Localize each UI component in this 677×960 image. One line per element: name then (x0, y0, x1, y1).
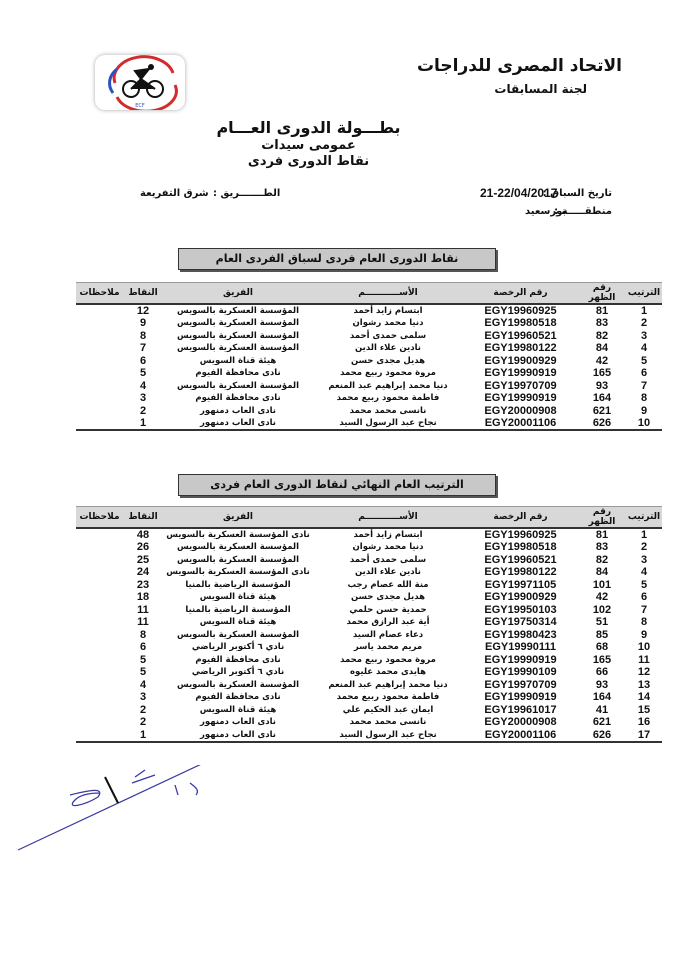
cell-name: ايمان عبد الحكيم علي (342, 704, 434, 715)
cell-notes (76, 304, 123, 317)
cell-notes (76, 317, 123, 330)
table-row (76, 666, 662, 679)
cell-notes (76, 591, 123, 604)
cell-name: مروة محمود ربيع محمد (340, 368, 436, 379)
cell-points: 26 (136, 541, 150, 554)
cell-team: نادى المؤسسة العسكرية بالسويس (166, 567, 310, 578)
cell-points: 7 (139, 342, 147, 355)
cell-bib: 84 (595, 566, 609, 579)
cell-rank: 2 (640, 541, 648, 554)
cell-name: نجاح عبد الرسول السيد (313, 417, 463, 430)
cell-rank: 17 (626, 729, 662, 742)
cell-rank: 10 (626, 417, 662, 430)
svg-text:ECF: ECF (135, 103, 145, 109)
table-row (76, 616, 662, 629)
col-team: الفريق (163, 507, 313, 529)
final-standings-table (76, 506, 662, 743)
cell-team: هيئة قناة السويس (199, 704, 277, 715)
cell-team: المؤسسة العسكرية بالسويس (176, 318, 300, 329)
region-value: بورسعيد (525, 206, 567, 217)
cell-notes (76, 641, 123, 654)
col-license: رقم الرخصة (463, 507, 578, 529)
cell-name: دعاء عصام السيد (352, 629, 424, 640)
cell-bib: 42 (595, 354, 609, 367)
table-row (76, 528, 662, 541)
cell-bib: 84 (595, 342, 609, 355)
table-row (76, 704, 662, 717)
cell-rank: 1 (640, 305, 648, 317)
cell-points: 3 (139, 392, 147, 405)
cell-license: EGY20001106 (463, 729, 578, 742)
cell-points: 23 (136, 578, 150, 591)
cell-team: نادى محافظة الفيوم (195, 654, 281, 665)
cell-points: 8 (139, 329, 147, 342)
cell-bib: 626 (578, 417, 626, 430)
cell-team: المؤسسة العسكرية بالسويس (176, 330, 300, 341)
cell-rank: 15 (637, 703, 651, 716)
cell-name: فاطمة محمود ربيع محمد (336, 692, 440, 703)
cell-bib: 621 (592, 404, 612, 417)
race-date-label: تاريخ السباق : (542, 188, 612, 199)
table-row (76, 716, 662, 729)
cell-bib: 85 (595, 628, 609, 641)
cell-notes (76, 629, 123, 642)
cell-license: EGY19960521 (484, 553, 557, 566)
cell-notes (76, 528, 123, 541)
cell-bib: 42 (595, 591, 609, 604)
cell-license: EGY19960925 (484, 305, 557, 317)
championship-subtitle: نقاط الدورى فردى (247, 154, 370, 169)
cell-bib: 81 (595, 529, 609, 541)
cell-team: نادي ٦ أكتوبر الرياضي (191, 642, 285, 653)
cell-bib: 165 (592, 653, 612, 666)
cell-bib: 82 (595, 329, 609, 342)
col-notes: ملاحظات (76, 283, 123, 305)
championship-category: عمومى سيدات (261, 138, 356, 153)
committee-name: لجنة المسابقات (494, 82, 587, 96)
cell-rank: 13 (637, 678, 651, 691)
cell-rank: 2 (640, 317, 648, 330)
cell-team: المؤسسة العسكرية بالسويس (176, 554, 300, 565)
cell-bib: 66 (595, 666, 609, 679)
cell-notes (76, 355, 123, 368)
table-row (76, 729, 662, 742)
cell-team: نادى العاب دمنهور (163, 729, 313, 742)
cell-rank: 5 (640, 354, 648, 367)
cell-license: EGY19990919 (484, 392, 557, 405)
cell-bib: 68 (595, 641, 609, 654)
cell-name: ابتسام زايد أحمد (353, 306, 423, 316)
cell-notes (76, 679, 123, 692)
cell-rank: 9 (640, 628, 648, 641)
cell-team: هيئة قناة السويس (199, 355, 277, 366)
cell-team: نادى محافظة الفيوم (195, 368, 281, 379)
col-name: الأســـــــــــم (313, 283, 463, 305)
stage-points-table (76, 282, 662, 431)
table-row (76, 629, 662, 642)
cell-name: سلمى حمدى أحمد (349, 554, 427, 565)
cell-rank: 4 (640, 566, 648, 579)
cell-team: المؤسسة العسكرية بالسويس (176, 380, 300, 391)
cell-bib: 41 (595, 703, 609, 716)
cell-name: نجاح عبد الرسول السيد (313, 729, 463, 742)
col-rank: الترتيب (626, 283, 662, 305)
cell-rank: 10 (637, 641, 651, 654)
cell-notes (76, 541, 123, 554)
cell-name: حمدية حسن حلمي (349, 604, 427, 615)
cell-bib: 83 (595, 541, 609, 554)
cell-rank: 16 (637, 716, 651, 729)
cell-notes (76, 342, 123, 355)
cell-points: 8 (139, 628, 147, 641)
cell-name: هايدى محمد عليوه (350, 667, 426, 678)
cell-points: 2 (139, 716, 147, 729)
cell-rank: 11 (638, 653, 650, 666)
table-row (76, 417, 662, 430)
cell-points: 11 (137, 603, 149, 616)
cell-team: المؤسسة العسكرية بالسويس (176, 306, 300, 316)
table-header-row (76, 507, 662, 529)
cell-points: 6 (139, 641, 147, 654)
cell-notes (76, 417, 123, 430)
cell-team: المؤسسة العسكرية بالسويس (176, 542, 300, 553)
cell-notes (76, 330, 123, 343)
table1-body (76, 304, 662, 430)
cell-team: نادي ٦ أكتوبر الرياضي (191, 667, 285, 678)
cell-team: هيئة قناة السويس (199, 617, 277, 628)
cell-team: المؤسسة الرياضية بالمنيا (185, 604, 291, 615)
col-notes: ملاحظات (76, 507, 123, 529)
cell-notes (76, 392, 123, 405)
cell-rank: 1 (640, 529, 648, 541)
race-date-value: 21-22/04/2017 (480, 186, 558, 200)
cell-license: EGY19970709 (484, 678, 557, 691)
table-row (76, 317, 662, 330)
cell-points: 25 (136, 553, 150, 566)
road-label: الطـــــــريق : (213, 188, 281, 199)
cell-notes (76, 405, 123, 418)
cell-license: EGY19990919 (484, 653, 557, 666)
cell-team: نادى المؤسسة العسكرية بالسويس (166, 530, 310, 540)
cell-license: EGY19971105 (484, 578, 557, 591)
cell-points: 24 (136, 566, 150, 579)
cell-points: 2 (139, 404, 147, 417)
col-points: النقاط (123, 507, 163, 529)
cell-notes (76, 566, 123, 579)
cell-name: فاطمة محمود ربيع محمد (336, 393, 440, 404)
cell-team: نادى محافظة الفيوم (195, 692, 281, 703)
cell-license: EGY19980122 (484, 566, 557, 579)
table-row (76, 679, 662, 692)
cell-license: EGY19980518 (484, 541, 557, 554)
cell-license: EGY19750314 (484, 616, 557, 629)
cell-name: نادين علاء الدين (355, 343, 421, 354)
cell-notes (76, 666, 123, 679)
cell-rank: 14 (637, 691, 651, 704)
cell-bib: 621 (592, 716, 612, 729)
cell-notes (76, 616, 123, 629)
cell-license: EGY19900929 (484, 354, 557, 367)
table-row (76, 541, 662, 554)
cell-rank: 6 (640, 591, 648, 604)
cell-rank: 9 (640, 404, 648, 417)
table-row (76, 330, 662, 343)
cell-name: نانسى محمد محمد (349, 405, 427, 416)
cell-bib: 102 (592, 603, 612, 616)
cell-points: 3 (139, 691, 147, 704)
cell-team: المؤسسة الرياضية بالمنيا (185, 579, 291, 590)
cell-points: 1 (123, 729, 163, 742)
cell-name: منة الله عصام رجب (347, 579, 429, 590)
table-row (76, 355, 662, 368)
cell-name: دنيا محمد إبراهيم عبد المنعم (328, 679, 448, 690)
cell-notes (76, 691, 123, 704)
cell-notes (76, 380, 123, 393)
table-row (76, 342, 662, 355)
cell-points: 6 (139, 354, 147, 367)
cell-name: مروة محمود ربيع محمد (340, 654, 436, 665)
cell-license: EGY19960521 (484, 329, 557, 342)
cell-rank: 8 (640, 392, 648, 405)
cell-name: أية عبد الرازق محمد (346, 617, 430, 628)
cell-notes (76, 704, 123, 717)
organization-name: الاتحاد المصرى للدراجات (416, 56, 622, 76)
cell-rank: 8 (640, 616, 648, 629)
cell-license: EGY19990109 (484, 666, 557, 679)
table1-title: نقاط الدورى العام فردى لسباق الفردى العام (178, 248, 496, 270)
cell-license: EGY19990111 (485, 641, 556, 654)
cell-rank: 6 (640, 367, 648, 380)
cell-license: EGY19980423 (484, 628, 557, 641)
cell-license: EGY19970709 (484, 379, 557, 392)
cell-points: 2 (139, 703, 147, 716)
cell-bib: 626 (578, 729, 626, 742)
cell-name: نانسى محمد محمد (349, 717, 427, 728)
championship-title: بطـــولة الدورى العـــام (216, 118, 401, 137)
cell-notes (76, 729, 123, 742)
cell-team: نادى العاب دمنهور (163, 417, 313, 430)
table-row (76, 392, 662, 405)
cell-name: ابتسام زايد أحمد (353, 530, 423, 540)
cell-points: 5 (139, 666, 147, 679)
cell-license: EGY20001106 (463, 417, 578, 430)
cell-license: EGY19900929 (484, 591, 557, 604)
table-row (76, 579, 662, 592)
cell-bib: 82 (595, 553, 609, 566)
cell-name: هديل مجدى حسن (350, 355, 425, 366)
table-row (76, 654, 662, 667)
cell-rank: 3 (640, 553, 648, 566)
cell-team: المؤسسة العسكرية بالسويس (176, 343, 300, 354)
col-license: رقم الرخصة (463, 283, 578, 305)
cell-points: 4 (139, 379, 147, 392)
table-row (76, 367, 662, 380)
cell-name: دنيا محمد رشوان (352, 542, 424, 553)
table-row (76, 304, 662, 317)
cell-license: EGY19990919 (484, 691, 557, 704)
cell-license: EGY19961017 (484, 703, 557, 716)
table-row (76, 566, 662, 579)
cell-points: 9 (139, 317, 147, 330)
cell-name: دنيا محمد رشوان (352, 318, 424, 329)
cell-license: EGY19960925 (484, 529, 557, 541)
cell-name: نادين علاء الدين (355, 567, 421, 578)
cell-rank: 7 (640, 603, 648, 616)
table2-title: الترتيب العام النهائي لنقاط الدورى العام فردى (178, 474, 496, 496)
cell-bib: 164 (592, 691, 612, 704)
table-row (76, 604, 662, 617)
col-team: الفريق (163, 283, 313, 305)
col-rank: الترتيب (626, 507, 662, 529)
cell-bib: 93 (595, 678, 609, 691)
cell-license: EGY19950103 (484, 603, 557, 616)
cell-points: 5 (139, 367, 147, 380)
cell-notes (76, 554, 123, 567)
cell-name: مريم محمد ياسر (353, 642, 423, 653)
cell-points: 5 (139, 653, 147, 666)
cyclist-logo-icon (95, 55, 185, 110)
cell-team: المؤسسة العسكرية بالسويس (176, 629, 300, 640)
region-label: منطقـــــة : (554, 206, 612, 217)
cell-points: 18 (136, 591, 150, 604)
table-row (76, 691, 662, 704)
cell-team: نادى محافظة الفيوم (195, 393, 281, 404)
federation-logo (95, 55, 185, 110)
cell-rank: 7 (640, 379, 648, 392)
cell-bib: 164 (592, 392, 612, 405)
cell-license: EGY19980518 (484, 317, 557, 330)
cell-license: EGY20000908 (484, 716, 557, 729)
table-row (76, 405, 662, 418)
cell-bib: 165 (592, 367, 612, 380)
cell-bib: 51 (595, 616, 609, 629)
table-row (76, 380, 662, 393)
cell-license: EGY19990919 (484, 367, 557, 380)
table-header-row (76, 283, 662, 305)
cell-team: نادى العاب دمنهور (199, 405, 277, 416)
cell-notes (76, 579, 123, 592)
cell-rank: 3 (640, 329, 648, 342)
cell-points: 48 (136, 529, 150, 541)
cell-bib: 93 (595, 379, 609, 392)
cell-name: سلمى حمدى أحمد (349, 330, 427, 341)
cell-rank: 12 (637, 666, 651, 679)
cell-notes (76, 604, 123, 617)
cell-team: نادى العاب دمنهور (199, 717, 277, 728)
cell-bib: 81 (595, 305, 609, 317)
cell-team: هيئة قناة السويس (199, 592, 277, 603)
cell-points: 4 (139, 678, 147, 691)
col-name: الأســـــــــــم (313, 507, 463, 529)
cell-points: 1 (123, 417, 163, 430)
table-row (76, 641, 662, 654)
cell-license: EGY20000908 (484, 404, 557, 417)
cell-bib: 83 (595, 317, 609, 330)
cell-points: 12 (136, 305, 150, 317)
cell-license: EGY19980122 (484, 342, 557, 355)
road-value: شرق التفريعة (140, 188, 209, 199)
cell-notes (76, 367, 123, 380)
table-row (76, 554, 662, 567)
cell-rank: 5 (640, 578, 648, 591)
cell-notes (76, 716, 123, 729)
cell-name: هديل مجدى حسن (350, 592, 425, 603)
cell-bib: 101 (592, 578, 612, 591)
table-row (76, 591, 662, 604)
col-bib: رقم الظهر (578, 507, 626, 529)
signature-icon (10, 765, 210, 855)
table2-body (76, 528, 662, 742)
cell-name: دنيا محمد إبراهيم عبد المنعم (328, 380, 448, 391)
col-points: النقاط (123, 283, 163, 305)
cell-team: المؤسسة العسكرية بالسويس (176, 679, 300, 690)
cell-notes (76, 654, 123, 667)
col-bib: رقم الظهر (578, 283, 626, 305)
cell-rank: 4 (640, 342, 648, 355)
cell-points: 11 (137, 616, 149, 629)
